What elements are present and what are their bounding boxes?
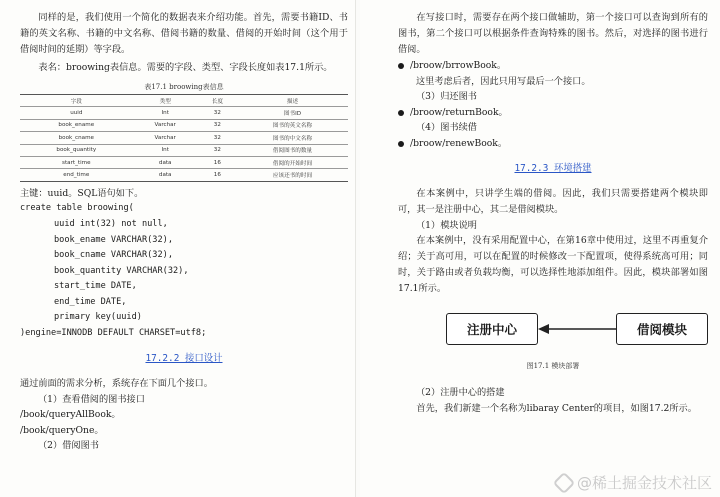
table-cell: 图书的英文名称: [237, 119, 348, 131]
sql-line: book_quantity VARCHAR(32),: [54, 265, 189, 276]
right-column: [398, 10, 708, 417]
left-column: [20, 10, 348, 454]
registry-center-box: 注册中心: [446, 313, 538, 345]
design-paragraph: 通过前面的需求分析，系统存在下面几个接口。: [20, 377, 213, 389]
table-cell: uuid: [20, 107, 133, 119]
registry-paragraph: 首先，我们新建一个名称为libaray Center的项目，如图17.2所示。: [416, 402, 697, 414]
list-item: （3）归还图书: [416, 91, 477, 103]
figure-caption: 图17.1 模块部署: [526, 362, 580, 371]
section-heading-17-2-3[interactable]: 17.2.3 环境搭建: [514, 162, 592, 174]
sql-line: uuid int(32) not null,: [54, 218, 168, 229]
table-cell: Int: [133, 107, 198, 119]
table-header-row: [20, 95, 348, 107]
watermark-text: @稀土掘金技术社区: [576, 474, 712, 492]
table-row: [20, 169, 348, 181]
table-cell: start_time: [20, 156, 133, 168]
bullet-item: [398, 105, 708, 121]
bullet-icon: [398, 141, 404, 147]
table-cell: 16: [198, 156, 237, 168]
table-cell: 32: [198, 144, 237, 156]
bullet-item: [398, 136, 708, 152]
sql-line: start_time DATE,: [54, 281, 137, 292]
table-cell: data: [133, 156, 198, 168]
section-heading-17-2-2[interactable]: 17.2.2 接口设计: [145, 352, 223, 364]
bullet-item: [398, 58, 708, 74]
api-path: /book/queryOne。: [20, 424, 104, 436]
arrow-icon: [538, 313, 616, 345]
bullet-icon: [398, 110, 404, 116]
table-cell: Varchar: [133, 132, 198, 144]
sql-line: end_time DATE,: [54, 296, 127, 307]
module-paragraph: 在本案例中，没有采用配置中心，在第16章中使用过，这里不再重复介绍；关于高可用，可以在配置的时候修改一下配置项，使得系统高可用；同时，关于路由或者负载均衡，可以选择性地添加组件。因此，模块部署如图17.1所示。: [398, 235, 708, 295]
list-item: （4）图书续借: [416, 122, 477, 134]
table-cell: book_quantity: [20, 144, 133, 156]
sql-line: book_ename VARCHAR(32),: [54, 234, 173, 245]
sql-line: book_cname VARCHAR(32),: [54, 250, 173, 261]
table-cell: 32: [198, 132, 237, 144]
list-item: （1）查看借阅的图书接口: [38, 393, 145, 405]
table-cell: 借阅图书的数量: [237, 144, 348, 156]
table-header-cell: 类型: [133, 95, 198, 107]
bullet-icon: [398, 63, 404, 69]
subsection-label: （2）注册中心的搭建: [416, 387, 505, 399]
table-row: [20, 156, 348, 168]
table-caption: 表17.1 broowing表信息: [144, 83, 224, 91]
broowing-table: [20, 94, 348, 182]
table-row: [20, 144, 348, 156]
left-page: [0, 0, 356, 497]
primary-key-line: 主键：uuid。SQL语句如下。: [20, 187, 144, 199]
table-row: [20, 107, 348, 119]
table-intro-paragraph: 表名：broowing表信息。需要的字段、类型、字段长度如表17.1所示。: [38, 62, 333, 73]
table-cell: 图书的中文名称: [237, 132, 348, 144]
list-item: （2）借阅图书: [38, 440, 99, 452]
sql-line: )engine=INNODB DEFAULT CHARSET=utf8;: [20, 328, 207, 339]
watermark: [556, 472, 712, 493]
table-cell: 32: [198, 107, 237, 119]
bullet-text: /broow/returnBook。: [410, 106, 508, 118]
table-header-cell: 长度: [198, 95, 237, 107]
table-cell: Varchar: [133, 119, 198, 131]
table-row: [20, 132, 348, 144]
bullet-text: /broow/brrowBook。: [410, 60, 507, 71]
table-cell: data: [133, 169, 198, 181]
table-cell: book_cname: [20, 132, 133, 144]
interface-paragraph: 在写接口时，需要存在两个接口做辅助，第一个接口可以查询到所有的图书，第二个接口可以根据条件查询特殊的图书。然后，对选择的图书进行借阅。: [398, 12, 708, 55]
table-cell: 16: [198, 169, 237, 181]
note-line: 这里考虑后者，因此只用写最后一个接口。: [416, 75, 591, 87]
sql-line: primary key(uuid): [54, 312, 142, 323]
table-header-cell: 字段: [20, 95, 133, 107]
environment-paragraph: 在本案例中，只讲学生端的借阅。因此，我们只需要搭建两个模块即可，其一是注册中心，其二是借阅模块。: [398, 187, 708, 215]
right-page: [360, 0, 720, 497]
table-row: [20, 119, 348, 131]
intro-paragraph: 同样的是，我们使用一个简化的数据表来介绍功能。首先，需要书籍ID、书籍的英文名称、书籍的中文名称、借阅书籍的数量、借阅的开始时间（这个用于借阅时间的延期）等字段。: [20, 12, 348, 55]
module-deployment-diagram: [398, 303, 708, 361]
table-cell: end_time: [20, 169, 133, 181]
table-cell: 图书ID: [237, 107, 348, 119]
api-path: /book/queryAllBook。: [20, 409, 121, 421]
borrow-module-box: 借阅模块: [616, 313, 708, 345]
table-cell: 借阅的开始时间: [237, 156, 348, 168]
table-header-cell: 描述: [237, 95, 348, 107]
sql-line: create table broowing(: [20, 203, 134, 214]
table-cell: 32: [198, 119, 237, 131]
table-cell: 应该还书的时间: [237, 169, 348, 181]
subsection-label: （1）模块说明: [416, 219, 477, 231]
table-cell: Int: [133, 144, 198, 156]
table-cell: book_ename: [20, 119, 133, 131]
juejin-logo-icon: [553, 471, 576, 494]
bullet-text: /broow/renewBook。: [410, 137, 508, 149]
